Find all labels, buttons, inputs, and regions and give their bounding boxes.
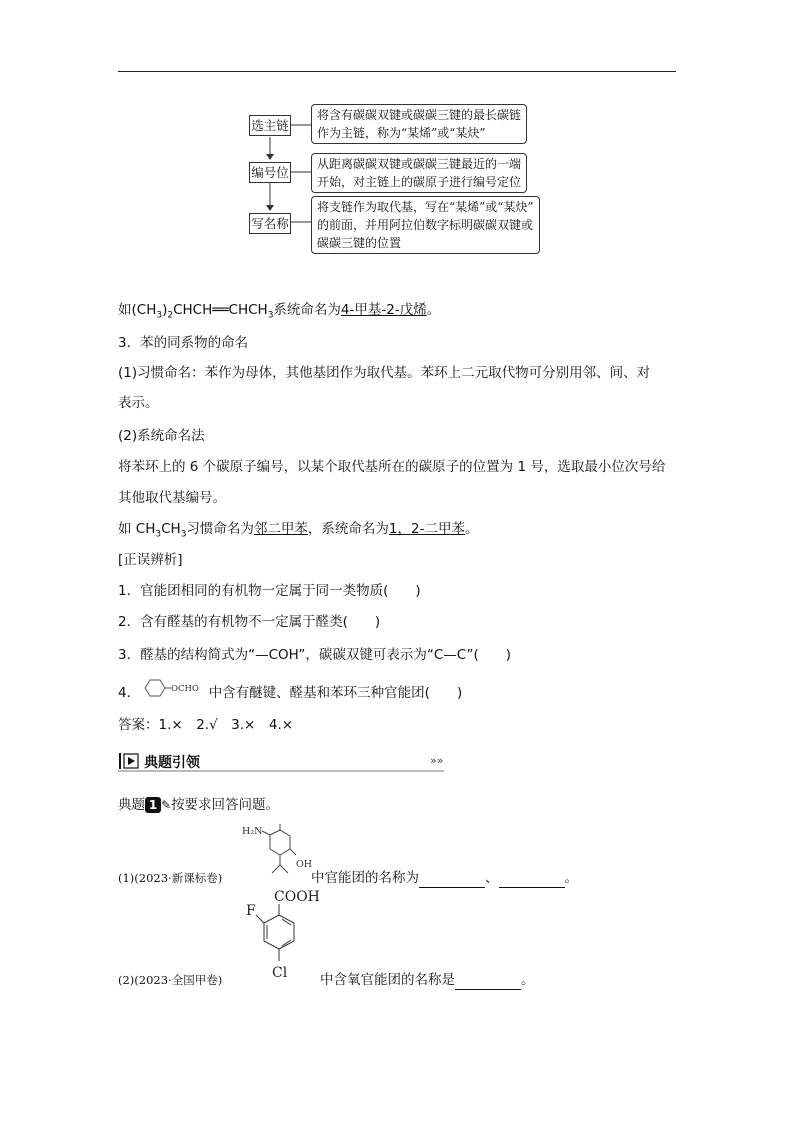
section-bar-mark — [119, 753, 121, 769]
text: CH — [161, 521, 181, 537]
judge-title: [正误辨析] — [118, 552, 183, 568]
bond — [272, 865, 280, 873]
item-number: 4． — [118, 685, 141, 701]
flow-line: 从距离碳碳双键或碳碳三键最近的一端 — [317, 157, 522, 171]
flow-line: 将含有碳碳双键或碳碳三键的最长碳链 — [317, 108, 522, 122]
benzene-ring — [264, 915, 294, 949]
subscript: 3 — [155, 529, 162, 540]
play-icon — [128, 757, 135, 765]
phenyl-formate-structure-drawing — [140, 677, 204, 699]
xylene-example — [118, 519, 478, 545]
text: ) — [162, 302, 168, 318]
flow-line: 的前面，并用阿拉伯数字标明碳碳双键或 — [317, 218, 534, 232]
section-title: 典题引领 — [144, 755, 200, 771]
inner-double-bond — [282, 919, 291, 925]
flow-step-label: 写名称 — [249, 213, 291, 234]
flow-line: 开始，对主链上的碳原子进行编号定位 — [317, 175, 522, 189]
double-bond: ══ — [212, 302, 229, 318]
text: 中含有醚键、醛基和苯环三种官能团( ) — [208, 685, 463, 701]
answer-underlined: 邻二甲苯 — [253, 521, 308, 537]
benzene-ring — [270, 830, 290, 855]
judge-item: 2．含有醛基的有机物不一定属于醛类( ) — [118, 614, 381, 630]
judge-item: 3．醛基的结构简式为“—COH”，碳碳双键可表示为“C—C”( ) — [118, 647, 511, 663]
f-label: F — [246, 903, 256, 919]
bond — [262, 831, 270, 835]
question-source: (2)(2023·全国甲卷) — [118, 973, 223, 987]
answer-underlined: 4-甲基-2-戊烯 — [340, 302, 427, 318]
subscript: 3 — [267, 310, 274, 321]
answer-blank[interactable] — [419, 873, 485, 888]
text: CHCH — [173, 302, 213, 318]
bond — [290, 849, 296, 855]
flow-step-desc — [311, 153, 527, 193]
flow-step-label: 编号位 — [249, 162, 291, 183]
text: 如 CH — [118, 521, 156, 537]
answer-blank[interactable] — [455, 975, 521, 990]
problem-prefix: 典题 — [118, 797, 145, 813]
flow-arrowhead — [266, 154, 274, 160]
oh-label: OH — [296, 859, 313, 870]
paragraph: (1)习惯命名：苯作为母体，其他基团作为取代基。苯环上二元取代物可分别用邻、间、对 — [118, 365, 651, 381]
text: 如(CH — [118, 302, 157, 318]
double-arrow-icon: »» — [430, 754, 444, 767]
judge-item: 1．官能团相同的有机物一定属于同一类物质( ) — [118, 583, 421, 599]
problem-number: 1 — [145, 797, 161, 813]
text: 。 — [464, 521, 479, 537]
text: 、 — [485, 870, 499, 886]
question-2-text — [320, 970, 535, 990]
flow-line: 作为主链，称为“某烯”或“某炔” — [317, 126, 486, 140]
bond — [256, 915, 264, 923]
ocho-label: OCHO — [171, 684, 199, 694]
question-source: (1)(2023·新课标卷) — [118, 871, 223, 885]
question-2 — [118, 970, 222, 990]
flow-arrowhead — [266, 205, 274, 211]
benzene-ring — [145, 680, 165, 696]
text: 习惯命名为 — [186, 521, 254, 537]
q2-molecule — [238, 885, 328, 985]
answer-blank[interactable] — [499, 873, 565, 888]
cl-label: Cl — [272, 965, 288, 981]
subscript: 3 — [156, 310, 163, 321]
leaf-icon: ✎ — [161, 798, 172, 812]
text: 。 — [426, 302, 441, 318]
answer-underlined: 1，2-二甲苯 — [388, 521, 465, 537]
paragraph: 表示。 — [118, 395, 159, 411]
cooh-label: COOH — [274, 889, 320, 905]
text: ，系统命名为 — [307, 521, 389, 537]
flow-line: 将支链作为取代基，写在“某烯”或“某炔” — [317, 200, 534, 214]
problem-header — [118, 795, 279, 815]
text: 。 — [521, 972, 535, 988]
text: 系统命名为 — [273, 302, 341, 318]
section-header — [118, 751, 444, 771]
text: 。 — [564, 870, 578, 886]
paragraph: 将苯环上的 6 个碳原子编号，以某个取代基所在的碳原子的位置为 1 号，选取最小位次号给 — [118, 459, 666, 475]
question-1-text — [311, 868, 578, 888]
paragraph: (2)系统命名法 — [118, 428, 205, 444]
text: 中官能团的名称为 — [311, 870, 419, 886]
text: CHCH — [228, 302, 268, 318]
benzene-heading: 3．苯的同系物的命名 — [118, 335, 249, 351]
judge-answer: 答案：1.× 2.√ 3.× 4.× — [118, 717, 294, 733]
subscript: 3 — [180, 529, 187, 540]
text: 按要求回答问题。 — [171, 797, 280, 813]
flow-step-desc — [311, 196, 540, 254]
alkene-example — [118, 300, 440, 326]
flow-step-desc — [311, 104, 527, 144]
paragraph: 其他取代基编号。 — [118, 490, 226, 506]
nh2-label: H₂N — [242, 826, 263, 837]
header-rule — [118, 71, 676, 72]
flow-line: 碳碳三键的位置 — [317, 236, 402, 250]
question-1 — [118, 868, 222, 888]
flow-step-label: 选主链 — [249, 115, 291, 136]
text: 中含氧官能团的名称是 — [320, 972, 455, 988]
subscript: 2 — [167, 310, 174, 321]
bond — [280, 865, 288, 873]
